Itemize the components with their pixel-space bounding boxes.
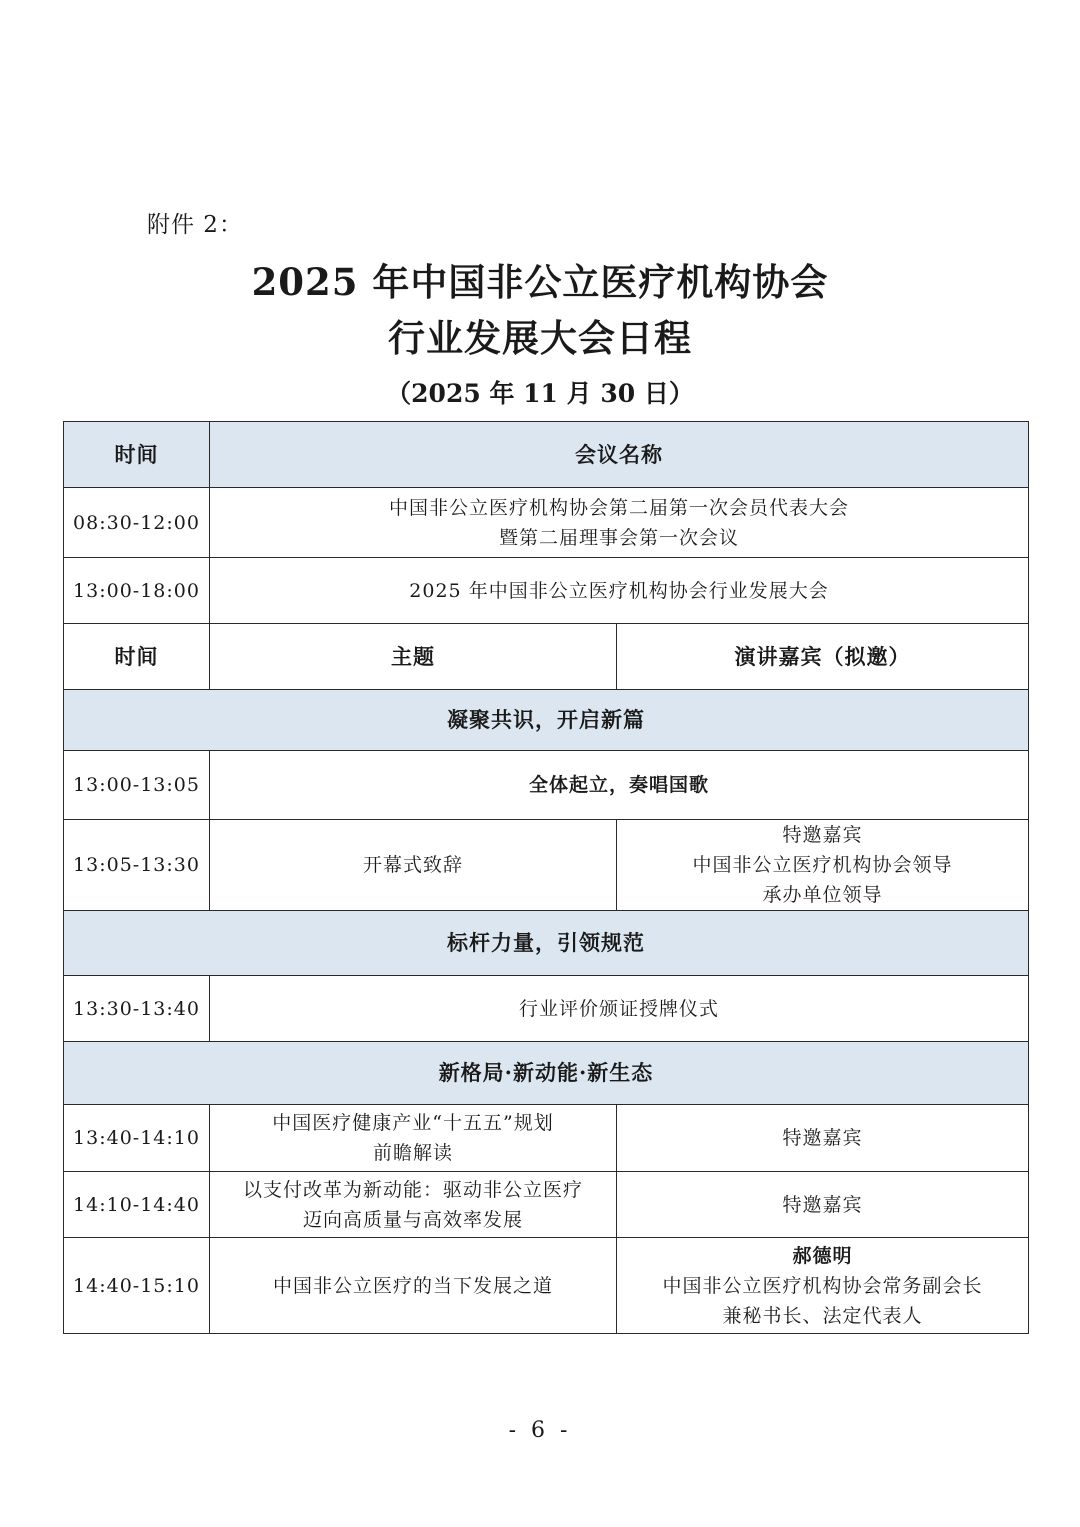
schedule-table (63, 421, 1029, 1334)
speaker-name: 郝德明 (792, 1244, 853, 1267)
header-time: 时间 (64, 422, 210, 488)
speaker-cell (617, 1238, 1029, 1334)
time-cell: 13:30-13:40 (64, 976, 210, 1042)
meeting-name-line: 暨第二届理事会第一次会议 (498, 526, 739, 549)
section-title: 凝聚共识，开启新篇 (64, 690, 1029, 751)
topic-line: 以支付改革为新动能：驱动非公立医疗 (242, 1178, 583, 1201)
speaker-line: 承办单位领导 (762, 884, 883, 906)
topic-line: 迈向高质量与高效率发展 (302, 1208, 523, 1231)
topic-cell (210, 1172, 617, 1238)
table-row (64, 751, 1029, 820)
speaker-line: 中国非公立医疗机构协会领导 (692, 854, 953, 876)
section-title: 标杆力量，引领规范 (64, 911, 1029, 976)
table-row (64, 820, 1029, 911)
header-speaker: 演讲嘉宾（拟邀） (617, 624, 1029, 690)
header-time: 时间 (64, 624, 210, 690)
topic-cell: 开幕式致辞 (210, 820, 617, 911)
attachment-label: 附件 2： (147, 212, 243, 238)
speaker-cell (617, 820, 1029, 911)
table-row (64, 1172, 1029, 1238)
speaker-cell: 特邀嘉宾 (617, 1172, 1029, 1238)
merged-cell: 全体起立，奏唱国歌 (210, 751, 1029, 820)
topic-cell (210, 1105, 617, 1172)
table-row (64, 1105, 1029, 1172)
time-cell: 13:00-13:05 (64, 751, 210, 820)
time-cell: 14:10-14:40 (64, 1172, 210, 1238)
document-date: （2025 年 11 月 30 日） (386, 379, 694, 408)
time-cell: 08:30-12:00 (64, 488, 210, 558)
speaker-line: 中国非公立医疗机构协会常务副会长 (662, 1274, 983, 1297)
section-row (64, 690, 1029, 751)
topic-line: 中国医疗健康产业“十五五”规划 (272, 1112, 554, 1134)
page-number: - 6 - (508, 1418, 572, 1443)
document-title-line2: 行业发展大会日程 (388, 316, 692, 360)
speaker-cell: 特邀嘉宾 (617, 1105, 1029, 1172)
time-cell: 13:05-13:30 (64, 820, 210, 911)
table-row (64, 488, 1029, 558)
meeting-name-cell: 2025 年中国非公立医疗机构协会行业发展大会 (210, 558, 1029, 624)
time-cell: 13:40-14:10 (64, 1105, 210, 1172)
speaker-line: 兼秘书长、法定代表人 (722, 1304, 923, 1327)
topic-cell: 中国非公立医疗的当下发展之道 (210, 1238, 617, 1334)
agenda-header-row (64, 624, 1029, 690)
time-cell: 14:40-15:10 (64, 1238, 210, 1334)
meeting-name-line: 中国非公立医疗机构协会第二届第一次会员代表大会 (388, 496, 849, 519)
topic-line: 前瞻解读 (372, 1142, 453, 1164)
section-title: 新格局·新动能·新生态 (64, 1042, 1029, 1105)
document-title-line1: 2025 年中国非公立医疗机构协会 (251, 260, 829, 304)
table-row (64, 1238, 1029, 1334)
header-topic: 主题 (210, 624, 617, 690)
table-header-row (64, 422, 1029, 488)
header-meeting-name: 会议名称 (210, 422, 1029, 488)
speaker-line: 特邀嘉宾 (782, 824, 863, 846)
meeting-name-cell (210, 488, 1029, 558)
section-row (64, 911, 1029, 976)
merged-cell: 行业评价颁证授牌仪式 (210, 976, 1029, 1042)
table-row (64, 976, 1029, 1042)
time-cell: 13:00-18:00 (64, 558, 210, 624)
table-row (64, 558, 1029, 624)
section-row (64, 1042, 1029, 1105)
